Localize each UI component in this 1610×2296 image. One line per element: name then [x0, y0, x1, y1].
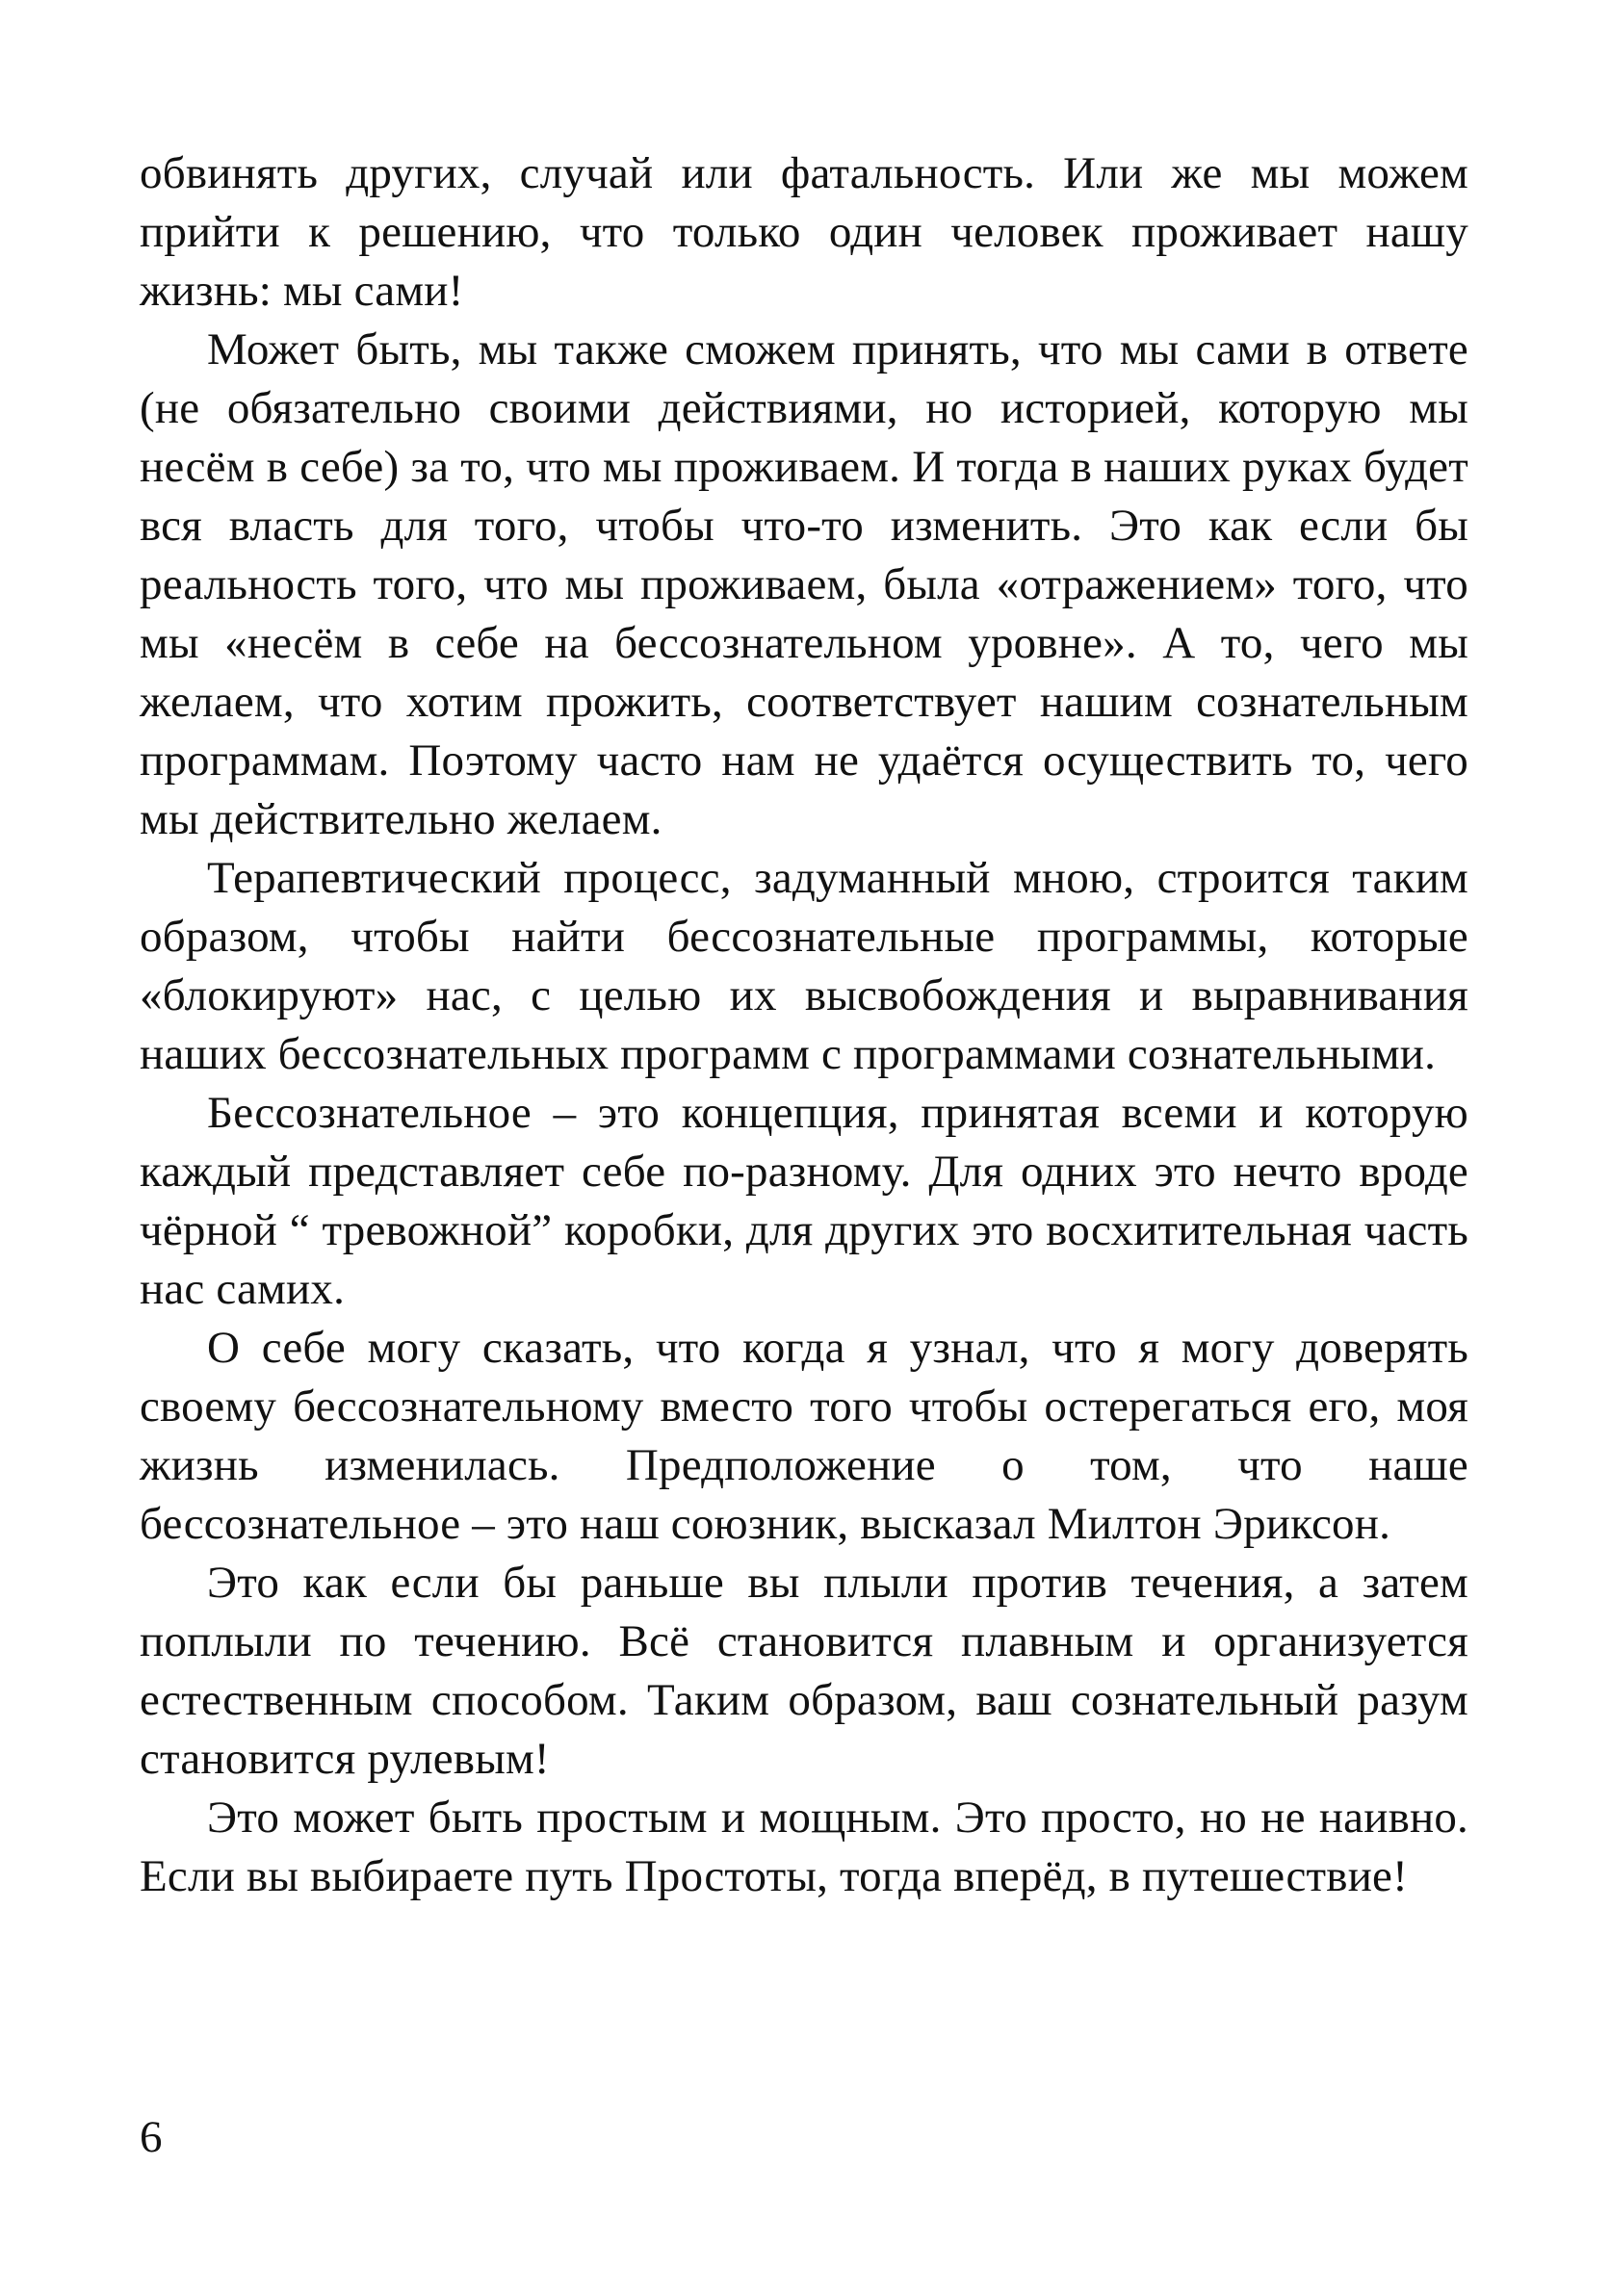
paragraph-3: Терапевтический процесс, задуманный мною, строится таким образом, чтобы найти бессознательные программы, которые «блокируют» нас, с целью их высвобождения и выравнивания наших бессознательных программ с программами сознательными. [140, 853, 1468, 1079]
page-number: 6 [140, 2112, 163, 2162]
paragraph-1: обвинять других, случай или фатальность. Или же мы можем прийти к решению, что только один человек проживает нашу жизнь: мы сами! [140, 148, 1468, 316]
body-text [140, 144, 1468, 1906]
paragraph-2: Может быть, мы также сможем принять, что мы сами в ответе (не обязательно своими действиями, но историей, которую мы несём в себе) за то, что мы проживаем. И тогда в наших руках будет вся власть для того, чтобы что-то изменить. Это как если бы реальность того, что мы проживаем, была «отражением» того, что мы «несём в себе на бессознательном уровне». А то, чего мы желаем, что хотим прожить, соответствует нашим сознательным программам. Поэтому часто нам не удаётся осуществить то, чего мы действительно желаем. [140, 324, 1468, 844]
paragraph-4: Бессознательное – это концепция, принятая всеми и которую каждый представляет себе по-разному. Для одних это нечто вроде чёрной “ тревожной” коробки, для других это восхитительная часть нас самих. [140, 1088, 1468, 1314]
paragraph-7: Это может быть простым и мощным. Это просто, но не наивно. Если вы выбираете путь Простоты, тогда вперёд, в путешествие! [140, 1793, 1468, 1901]
paragraph-6: Это как если бы раньше вы плыли против течения, а затем поплыли по течению. Всё становится плавным и организуется естественным способом. Таким образом, ваш сознательный разум становится рулевым! [140, 1558, 1468, 1784]
paragraph-5: О себе могу сказать, что когда я узнал, что я могу доверять своему бессознательному вместо того чтобы остерегаться его, моя жизнь изменилась. Предположение о том, что наше бессознательное – это наш союзник, высказал Милтон Эриксон. [140, 1323, 1468, 1549]
